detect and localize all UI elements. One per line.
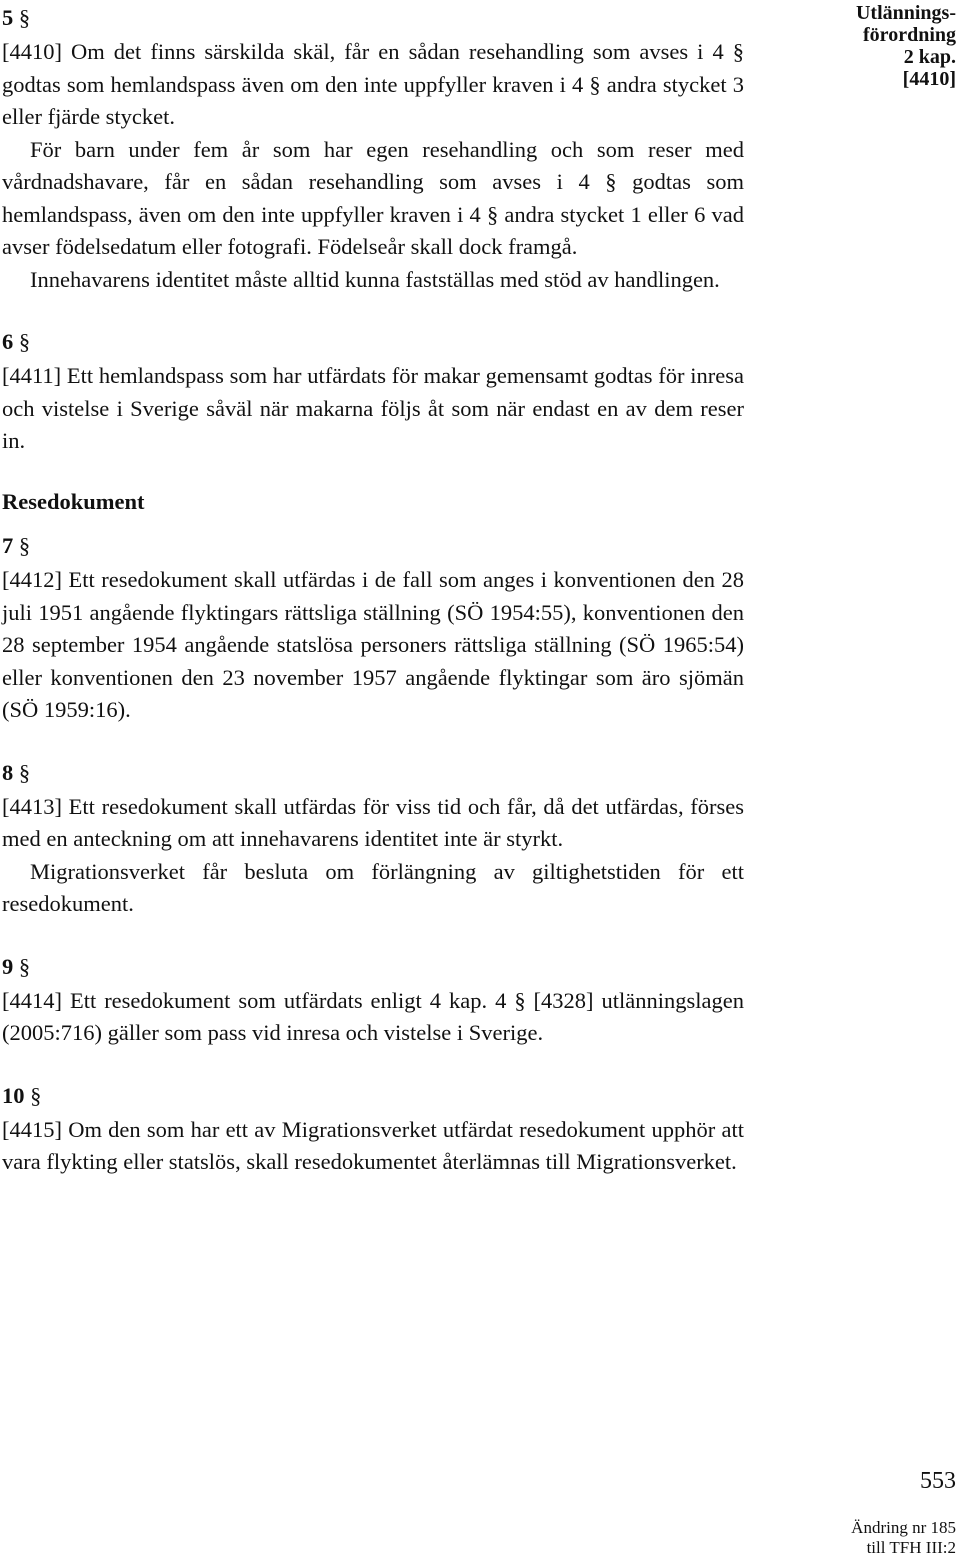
section-number: 6	[2, 329, 14, 354]
paragraph: [4415] Om den som har ett av Migrationsverket utfärdat resedokument upphör att vara flykting eller statslös, skall resedokumentet återlämnas till Migrationsverket.	[2, 1116, 744, 1174]
paragraph: Migrationsverket får besluta om förlängning av giltighetstiden för ett resedokument.	[2, 858, 744, 916]
section-5	[2, 0, 744, 296]
section-10	[2, 1078, 744, 1179]
section-symbol: §	[30, 1082, 42, 1108]
margin-title-line2: förordning	[863, 24, 956, 46]
margin-ref: [4410]	[902, 68, 956, 90]
section-number: 10	[2, 1082, 25, 1108]
paragraph: [4412] Ett resedokument skall utfärdas i de fall som anges i konventionen den 28 juli 1951 angående flyktingars rättsliga ställning (SÖ 1954:55), konventionen den 28 september 1954 angående statslösa personers rättsliga ställning (SÖ 1965:54) eller konventionen den 23 november 1957 angående flyktingar som äro sjömän (SÖ 1959:16).	[2, 567, 744, 722]
section-symbol: §	[18, 5, 31, 30]
paragraph: För barn under fem år som har egen resehandling och som reser med vårdnadshavare, får en sådan resehandling som avses i 4 § godtas som hemlandspass, även om den inte uppfyller kraven i 4 § andra stycket 1 eller 6 vad avser födelsedatum eller fotografi. Födelseår skall dock framgå.	[2, 136, 744, 259]
section-symbol: §	[18, 329, 31, 354]
document-body	[2, 0, 744, 1207]
section-symbol: §	[18, 953, 31, 979]
section-number: 8	[2, 759, 14, 785]
section-heading	[2, 324, 744, 360]
footer-line2: till TFH III:2	[866, 1538, 956, 1557]
paragraph: [4411] Ett hemlandspass som har utfärdats för makar gemensamt godtas för inresa och vistelse i Sverige såväl när makarna följs åt som när endast en av dem reser in.	[2, 363, 744, 453]
section-heading	[2, 0, 744, 36]
footer-line1: Ändring nr 185	[851, 1518, 956, 1537]
section-8	[2, 755, 744, 921]
section-6	[2, 324, 744, 458]
footer	[851, 1518, 956, 1558]
section-heading	[2, 528, 744, 564]
section-heading	[2, 949, 744, 985]
margin-title-line1: Utlännings-	[855, 2, 956, 24]
page-number: 553	[920, 1468, 956, 1494]
margin-note	[816, 2, 956, 90]
section-number: 5	[2, 5, 14, 30]
section-9	[2, 949, 744, 1050]
paragraph: Innehavarens identitet måste alltid kunna fastställas med stöd av handlingen.	[30, 266, 720, 292]
section-symbol: §	[18, 759, 31, 785]
section-symbol: §	[18, 533, 31, 558]
section-7	[2, 486, 744, 727]
section-number: 9	[2, 953, 14, 979]
paragraph: [4413] Ett resedokument skall utfärdas för viss tid och får, då det utfärdas, förses med en anteckning om att innehavarens identitet inte är styrkt.	[2, 793, 744, 851]
section-heading	[2, 755, 744, 791]
paragraph: [4414] Ett resedokument som utfärdats enligt 4 kap. 4 § [4328] utlänningslagen (2005:716) gäller som pass vid inresa och vistelse i Sverige.	[2, 987, 744, 1045]
section-number: 7	[2, 533, 14, 558]
paragraph: [4410] Om det finns särskilda skäl, får en sådan resehandling som avses i 4 § godtas som hemlandspass även om den inte uppfyller kraven i 4 § andra stycket 3 eller fjärde stycket.	[2, 39, 744, 129]
subheading-resedokument: Resedokument	[2, 488, 145, 514]
margin-chapter: 2 kap.	[903, 46, 956, 68]
section-heading	[2, 1078, 744, 1114]
